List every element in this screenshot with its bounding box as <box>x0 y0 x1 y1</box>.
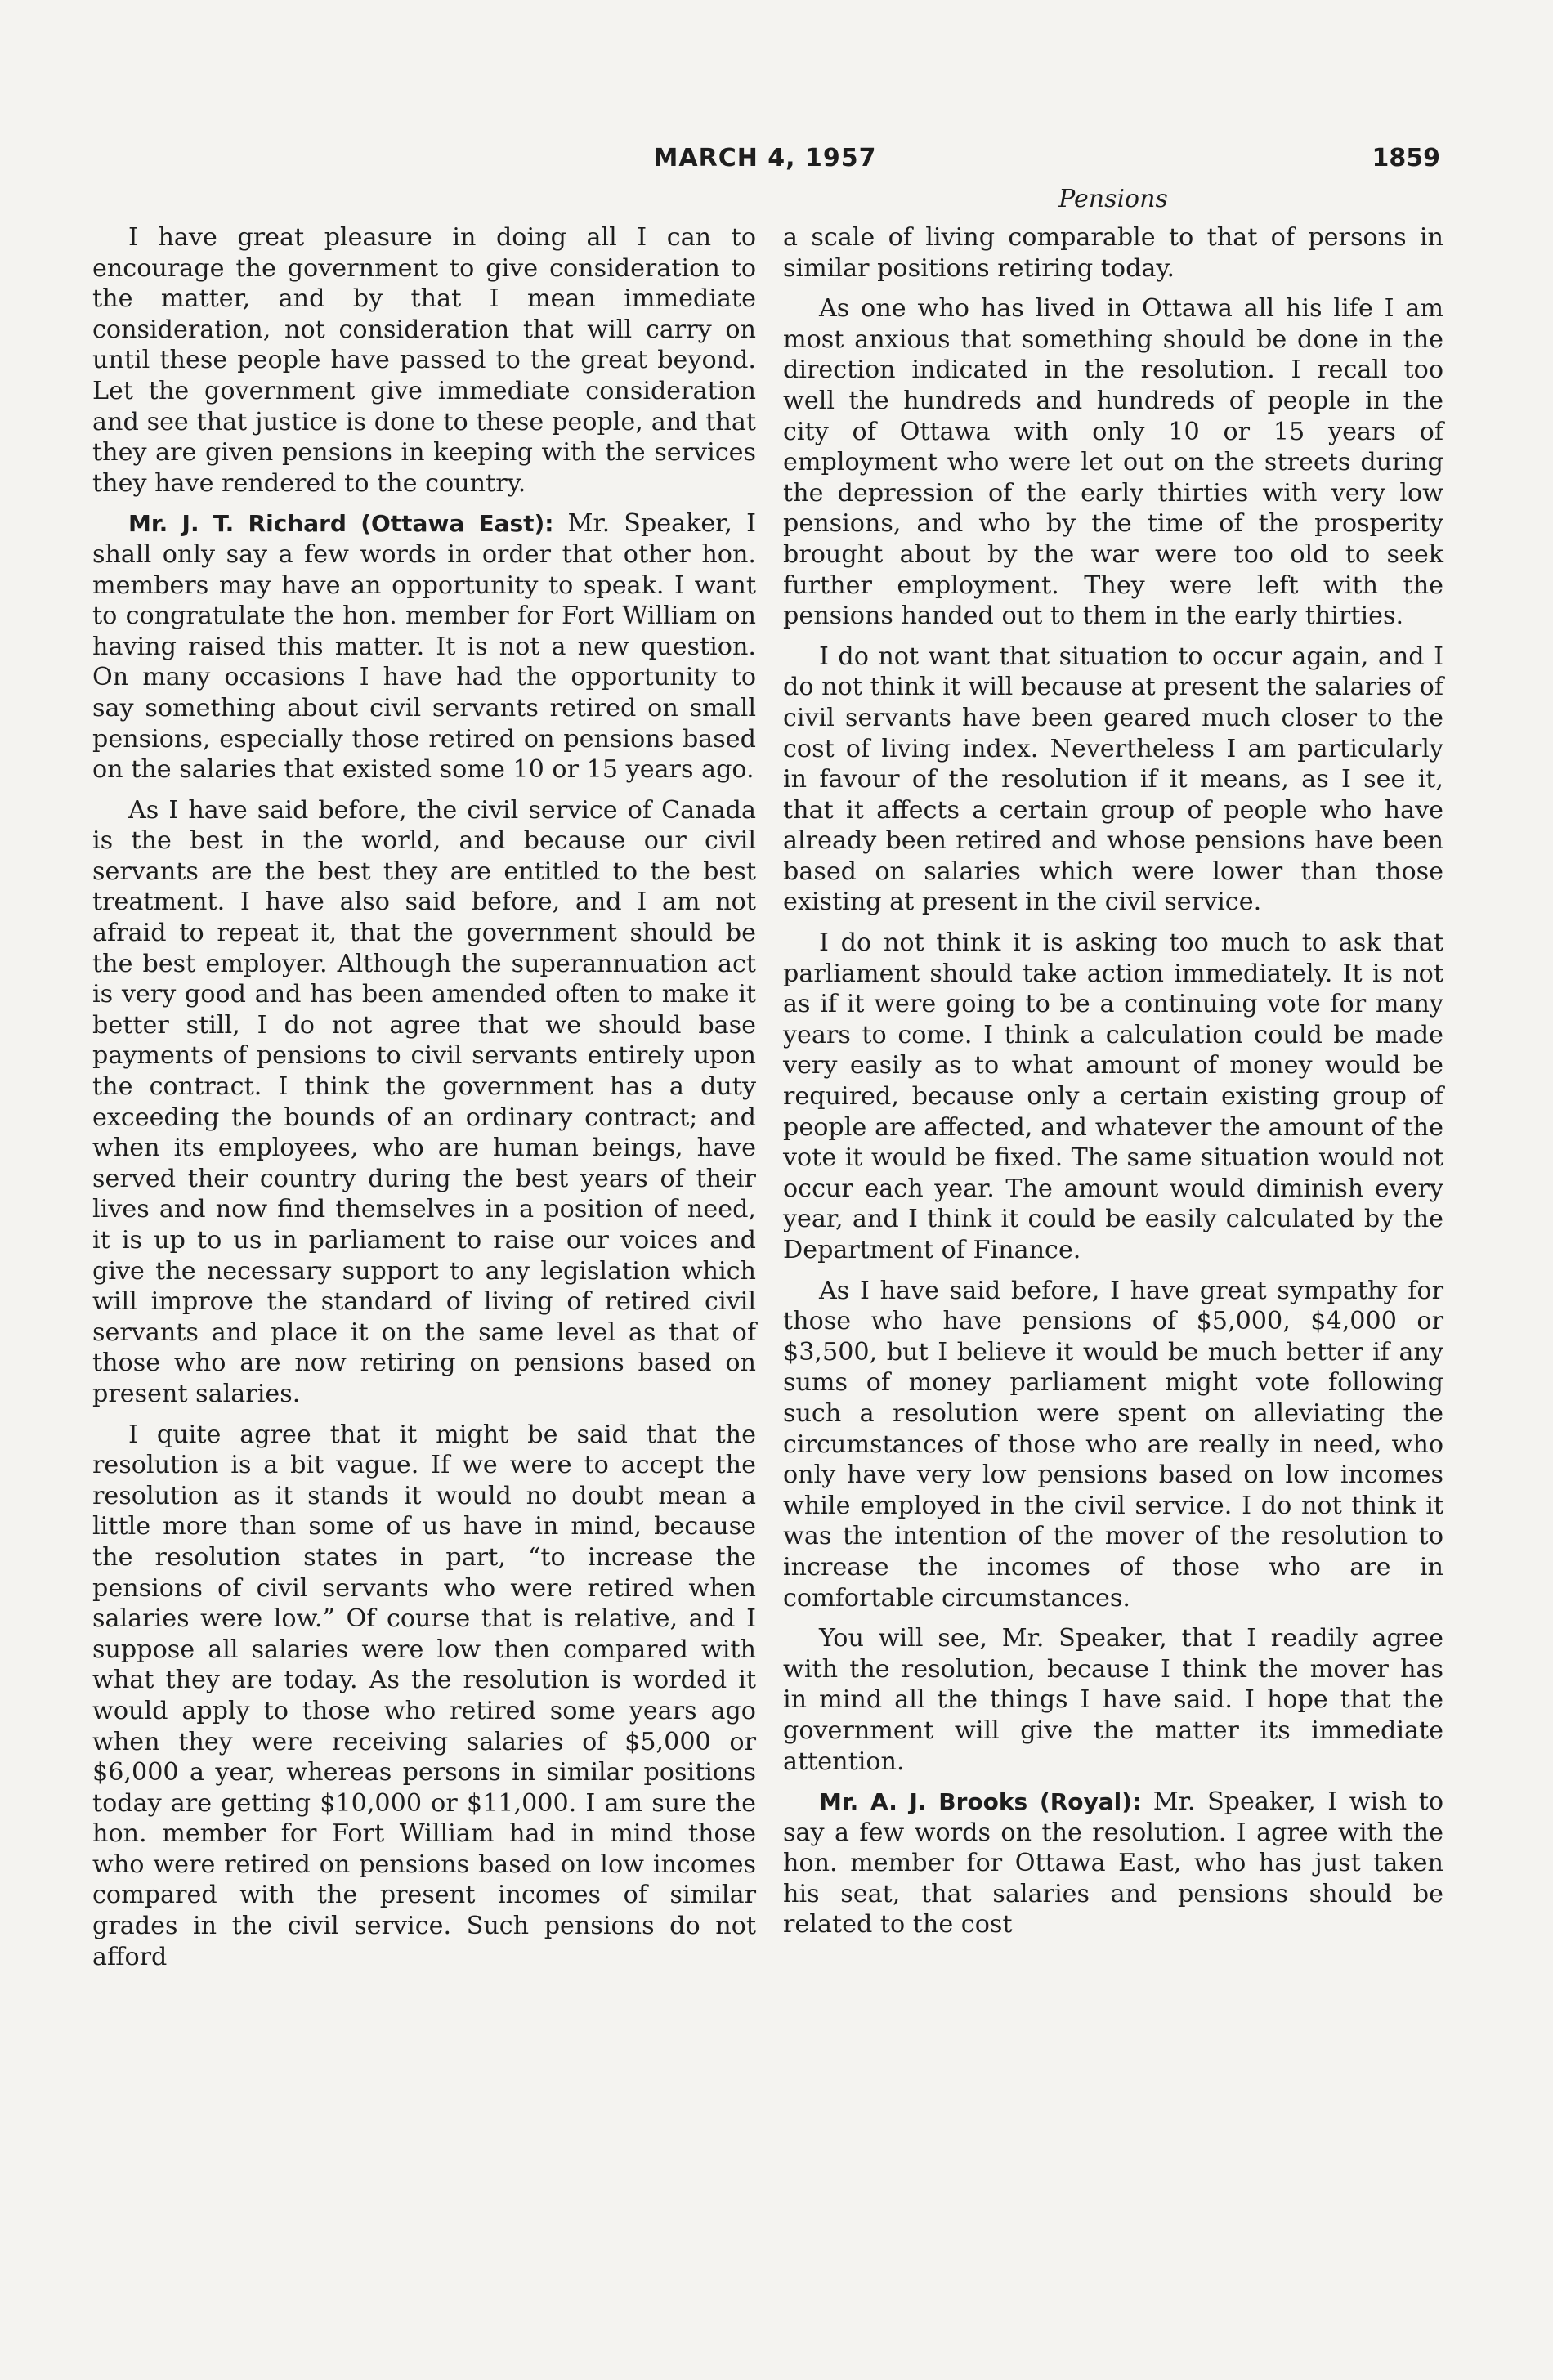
paragraph <box>783 642 1443 918</box>
paragraph-continued <box>783 222 1443 284</box>
paragraph-text: Mr. Speaker, I wish to say a few words on the resolution. I agree with the hon. member for Ottawa East, who has just taken his seat, that salaries and pensions should be related to the cost <box>783 1787 1443 1939</box>
paragraph <box>783 1787 1443 1940</box>
speaker-name: Mr. A. J. Brooks (Royal): <box>819 1788 1142 1816</box>
paragraph-text: I have great pleasure in doing all I can to encourage the government to give consideration to the matter, and by that I mean immediate consideration, not consideration that will carry on until these people have passed to the great beyond. Let the government give immediate consideration and see that justice is done to these people, and that they are given pensions in keeping with the services they have rendered to the country. <box>92 223 756 498</box>
paragraph-text: I quite agree that it might be said that the resolution is a bit vague. If we were to accept the resolution as it stands it would no doubt mean a little more than some of us have in mind, because the resolution states in part, “to increase the pensions of civil servants who were retired when salaries were low.” Of course that is relative, and I suppose all salaries were low then compared with what they are today. As the resolution is worded it would apply to those who retired some years ago when they were receiving salaries of $5,000 or $6,000 a year, whereas persons in similar positions today are getting $10,000 or $11,000. I am sure the hon. member for Fort William had in mind those who were retired on pensions based on low incomes compared with the present incomes of similar grades in the civil service. Such pensions do not afford <box>92 1420 756 1971</box>
paragraph-text: a scale of living comparable to that of persons in similar positions retiring today. <box>783 223 1443 283</box>
paragraph-text: Mr. Speaker, I shall only say a few words in order that other hon. members may have an opportunity to speak. I want to congratulate the hon. member for Fort William on having raised this matter. It is not a new question. On many occasions I have had the opportunity to say something about civil servants retired on small pensions, especially those retired on pensions based on the salaries that existed some 10 or 15 years ago. <box>92 509 757 785</box>
paragraph-text: I do not think it is asking too much to ask that parliament should take action immediately. It is not as if it were going to be a continuing vote for many years to come. I think a calculation could be made very easily as to what amount of money would be required, because only a certain existing group of people are affected, and whatever the amount of the vote it would be fixed. The same situation would not occur each year. The amount would diminish every year, and I think it could be easily calculated by the Department of Finance. <box>783 928 1443 1264</box>
header-date: MARCH 4, 1957 <box>653 144 877 172</box>
speaker-name: Mr. J. T. Richard (Ottawa East): <box>128 510 554 538</box>
paragraph-text: You will see, Mr. Speaker, that I readily agree with the resolution, because I think the mover has in mind all the things I have said. I hope that the government will give the matter its immediate attention. <box>783 1624 1443 1776</box>
paragraph <box>92 1420 756 1973</box>
paragraph-text: As one who has lived in Ottawa all his life I am most anxious that something should be done in the direction indicated in the resolution. I recall too well the hundreds and hundreds of people in the city of Ottawa with only 10 or 15 years of employment who were let out on the streets during the depression of the early thirties with very low pensions, and who by the time of the prosperity brought about by the war were too old to seek further employment. They were left with the pensions handed out to them in the early thirties. <box>783 294 1443 631</box>
paragraph <box>92 222 756 499</box>
paragraph <box>783 928 1443 1266</box>
running-head: Pensions <box>1058 185 1168 213</box>
left-column <box>92 222 756 1982</box>
page-number: 1859 <box>1372 144 1440 172</box>
paragraph <box>783 1276 1443 1614</box>
right-column <box>783 222 1443 1950</box>
page-header <box>90 144 1440 185</box>
paragraph <box>783 293 1443 632</box>
paragraph <box>783 1623 1443 1777</box>
paragraph-text: As I have said before, I have great sympathy for those who have pensions of $5,000, $4,000 or $3,500, but I believe it would be much better if any sums of money parliament might vote following such a resolution were spent on alleviating the circumstances of those who are really in need, who only have very low pensions based on low incomes while employed in the civil service. I do not think it was the intention of the mover of the resolution to increase the incomes of those who are in comfortable circumstances. <box>783 1276 1443 1613</box>
paragraph <box>92 795 756 1410</box>
paragraph <box>92 508 756 785</box>
paragraph-text: I do not want that situation to occur again, and I do not think it will because at present the salaries of civil servants have been geared much closer to the cost of living index. Nevertheless I am particularly in favour of the resolution if it means, as I see it, that it affects a certain group of people who have already been retired and whose pensions have been based on salaries which were lower than those existing at present in the civil service. <box>783 642 1443 917</box>
paragraph-text: As I have said before, the civil service of Canada is the best in the world, and because our civil servants are the best they are entitled to the best treatment. I have also said before, and I am not afraid to repeat it, that the government should be the best employer. Although the superannuation act is very good and has been amended often to make it better still, I do not agree that we should base payments of pensions to civil servants entirely upon the contract. I think the government has a duty exceeding the bounds of an ordinary contract; and when its employees, who are human beings, have served their country during the best years of their lives and now find themselves in a position of need, it is up to us in parliament to raise our voices and give the necessary support to any legislation which will improve the standard of living of retired civil servants and place it on the same level as that of those who are now retiring on pensions based on present salaries. <box>92 795 756 1408</box>
